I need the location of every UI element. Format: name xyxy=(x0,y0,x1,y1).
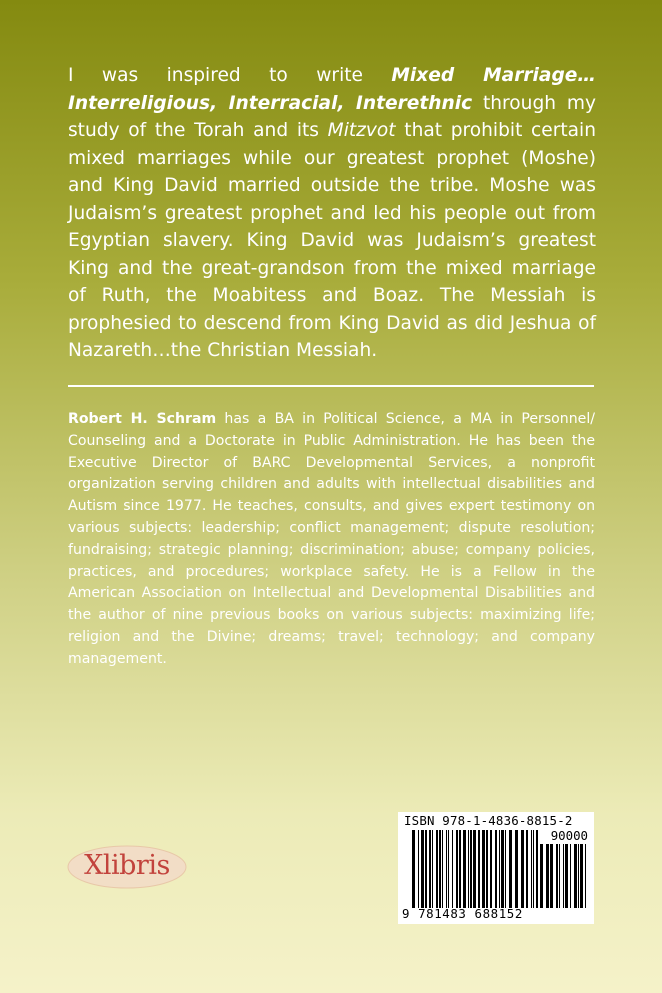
author-bio xyxy=(68,409,595,671)
barcode-bar xyxy=(439,830,441,908)
divider-rule xyxy=(68,385,594,387)
blurb-intro: I was inspired to write xyxy=(68,65,392,86)
barcode-bar xyxy=(501,830,504,908)
barcode-bar xyxy=(425,830,427,908)
blurb-rest: that prohibit certain mixed marriages while our greatest prophet (Moshe) and King David married outside the tribe. Moshe was Judaism’s greatest prophet and led his people out from Egyptian slavery. King David was Judaism’s greatest King and the great-grandson from the mixed marriage of Ruth, the Moabitess and Boaz. The Messiah is prophesied to descend from King David as did Jeshua of Nazareth…the Christian Messiah. xyxy=(68,120,596,361)
author-bio-text: has a BA in Political Science, a MA in Personnel/ Counseling and a Doctorate in Public Administration. He has been the Executive Director of BARC Developmental Services, a nonprofit organization serving children and adults with intellectual disabilities and Autism since 1977. He teaches, consults, and gives expert testimony on various subjects: leadership; conflict management; dispute resolution; fundraising; strategic planning; discrimination; abuse; company policies, practices, and procedures; workplace safety. He is a Fellow in the American Association on Intellectual and Developmental Disabilities and the author of nine previous books on various subjects: maximizing life; religion and the Divine; dreams; travel; technology; and company management. xyxy=(68,411,595,667)
barcode-bar xyxy=(429,830,431,908)
publisher-logo xyxy=(66,844,188,890)
barcode-bar xyxy=(531,830,532,908)
price-code: 90000 xyxy=(550,828,588,843)
barcode-bar xyxy=(515,830,518,908)
barcode-bar xyxy=(550,844,553,908)
barcode-bar xyxy=(499,830,500,908)
barcode-bar xyxy=(570,844,571,908)
barcode-bar xyxy=(536,830,538,908)
barcode-bar xyxy=(473,830,476,908)
barcode-bar xyxy=(478,830,480,908)
barcode-bar xyxy=(463,830,466,908)
barcode-bar xyxy=(559,844,560,908)
barcode-bar xyxy=(546,844,549,908)
barcode-bar xyxy=(456,830,458,908)
barcode-bar xyxy=(448,830,449,908)
barcode-bar xyxy=(486,830,488,908)
barcode-bar xyxy=(421,830,424,908)
barcode-bar xyxy=(482,830,485,908)
barcode-bar xyxy=(490,830,492,908)
blurb-mid: through my study of the Torah and its xyxy=(68,92,596,141)
barcode-bar xyxy=(495,830,497,908)
barcode-bar xyxy=(436,830,438,908)
isbn-barcode xyxy=(398,812,594,924)
isbn-label: ISBN 978-1-4836-8815-2 xyxy=(404,813,573,828)
barcode-bar xyxy=(556,844,558,908)
barcode-bar xyxy=(432,830,433,908)
barcode-bar xyxy=(540,844,543,908)
barcode-bar xyxy=(580,844,583,908)
barcode-bar xyxy=(585,844,586,908)
barcode-bar xyxy=(533,830,534,908)
barcode-bar xyxy=(412,830,415,908)
barcode-bar xyxy=(521,830,524,908)
barcode-bar xyxy=(509,830,512,908)
barcode-bar xyxy=(446,830,447,908)
barcode-addon-bars xyxy=(540,844,586,908)
author-name: Robert H. Schram xyxy=(68,411,217,427)
barcode-bar xyxy=(505,830,506,908)
barcode-bar xyxy=(526,830,528,908)
publisher-name: Xlibris xyxy=(84,850,170,881)
barcode-bar xyxy=(459,830,461,908)
book-title: Mixed Marriage…Interreligious, Interracial, Interethnic xyxy=(68,65,596,114)
barcode-bar xyxy=(418,830,419,908)
barcode-bar xyxy=(563,844,564,908)
barcode-bar xyxy=(470,830,472,908)
barcode-bar xyxy=(442,830,443,908)
barcode-bar xyxy=(578,844,579,908)
barcode-bar xyxy=(452,830,453,908)
book-blurb xyxy=(68,62,596,365)
barcode-digits: 9 781483 688152 xyxy=(402,906,523,921)
barcode-bar xyxy=(574,844,577,908)
barcode-bar xyxy=(468,830,469,908)
barcode-main-bars xyxy=(412,830,538,908)
mitzvot-term: Mitzvot xyxy=(327,120,396,141)
barcode-bar xyxy=(565,844,568,908)
